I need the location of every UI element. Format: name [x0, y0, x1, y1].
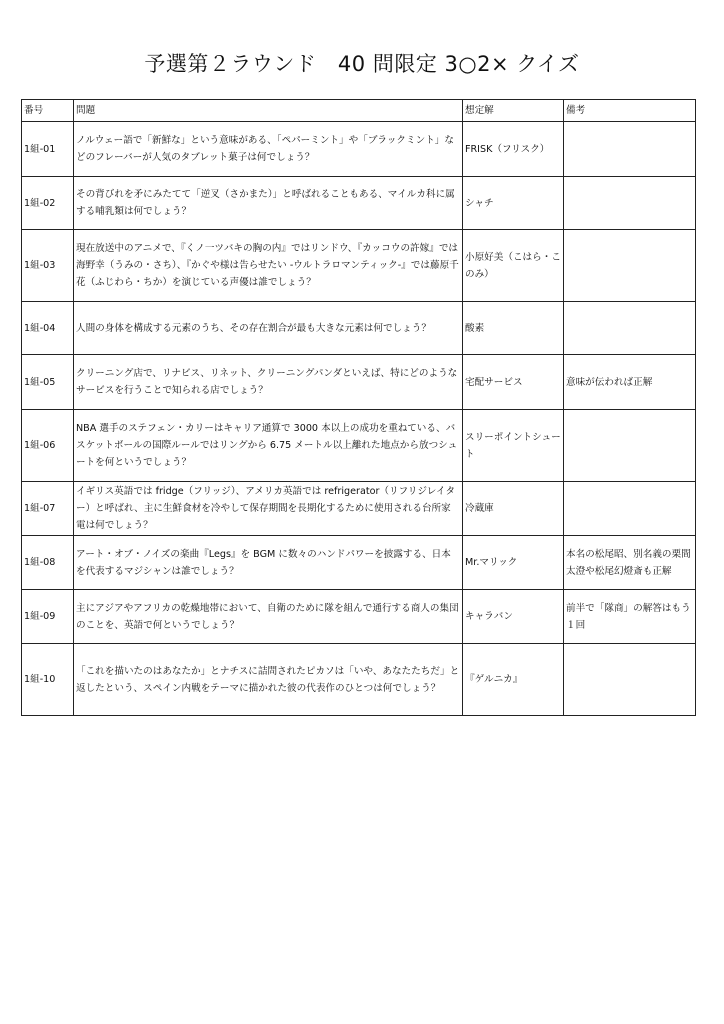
question-number: 1組-07 — [22, 482, 74, 536]
table-row — [22, 122, 696, 177]
question-number: 1組-05 — [22, 355, 74, 410]
note: 本名の松尾昭、別名義の栗間太澄や松尾幻燈斎も正解 — [564, 536, 696, 590]
question-number: 1組-10 — [22, 644, 74, 716]
expected-answer: FRISK（フリスク） — [463, 122, 564, 177]
question-text: イギリス英語では fridge（フリッジ）、アメリカ英語では refrigerator（リフリジレイター）と呼ばれ、主に生鮮食材を冷やして保存期間を長期化するために使用される台所家電は何でしょう？ — [74, 482, 463, 536]
table-row — [22, 230, 696, 302]
note — [564, 302, 696, 355]
question-number: 1組-08 — [22, 536, 74, 590]
page-title: 予選第２ラウンド 40 問限定 3○2× クイズ — [144, 52, 580, 76]
note — [564, 122, 696, 177]
question-text: その背びれを矛にみたてて「逆叉（さかまた）」と呼ばれることもある、マイルカ科に属する哺乳類は何でしょう？ — [74, 177, 463, 230]
question-number: 1組-02 — [22, 177, 74, 230]
note — [564, 482, 696, 536]
question-text: ノルウェー語で「新鮮な」という意味がある、「ペパーミント」や「ブラックミント」などのフレーバーが人気のタブレット菓子は何でしょう？ — [74, 122, 463, 177]
question-text: クリーニング店で、リナビス、リネット、クリーニングパンダといえば、特にどのようなサービスを行うことで知られる店でしょう？ — [74, 355, 463, 410]
question-text: 現在放送中のアニメで、『くノ一ツバキの胸の内』ではリンドウ、『カッコウの許嫁』では海野幸（うみの・さち）、『かぐや様は告らせたい -ウルトラロマンティック-』では藤原千花（ふじわら・ちか）を演じている声優は誰でしょう？ — [74, 230, 463, 302]
question-number: 1組-03 — [22, 230, 74, 302]
table-row — [22, 302, 696, 355]
expected-answer: スリーポイントシュート — [463, 410, 564, 482]
table-row — [22, 644, 696, 716]
question-number: 1組-01 — [22, 122, 74, 177]
table-row — [22, 177, 696, 230]
expected-answer: Mr.マリック — [463, 536, 564, 590]
table-row — [22, 355, 696, 410]
note — [564, 230, 696, 302]
table-row — [22, 590, 696, 644]
header-number: 番号 — [22, 100, 74, 122]
note — [564, 410, 696, 482]
note: 意味が伝われば正解 — [564, 355, 696, 410]
header-note: 備考 — [564, 100, 696, 122]
note: 前半で「隊商」の解答はもう１回 — [564, 590, 696, 644]
table-header-row — [22, 100, 696, 122]
note — [564, 177, 696, 230]
question-text: 主にアジアやアフリカの乾燥地帯において、自衛のために隊を組んで通行する商人の集団のことを、英語で何というでしょう？ — [74, 590, 463, 644]
header-question: 問題 — [74, 100, 463, 122]
note — [564, 644, 696, 716]
header-answer: 想定解 — [463, 100, 564, 122]
question-number: 1組-09 — [22, 590, 74, 644]
expected-answer: 冷蔵庫 — [463, 482, 564, 536]
expected-answer: シャチ — [463, 177, 564, 230]
question-number: 1組-04 — [22, 302, 74, 355]
question-text: 「これを描いたのはあなたか」とナチスに詰問されたピカソは「いや、あなたたちだ」と返したという、スペイン内戦をテーマに描かれた彼の代表作のひとつは何でしょう？ — [74, 644, 463, 716]
table-row — [22, 536, 696, 590]
quiz-table — [21, 99, 696, 716]
expected-answer: 酸素 — [463, 302, 564, 355]
expected-answer: 小原好美（こはら・このみ） — [463, 230, 564, 302]
question-number: 1組-06 — [22, 410, 74, 482]
expected-answer: キャラバン — [463, 590, 564, 644]
question-text: NBA 選手のステフェン・カリーはキャリア通算で 3000 本以上の成功を重ねている、バスケットボールの国際ルールではリングから 6.75 メートル以上離れた地点から放つシュートを何というでしょう？ — [74, 410, 463, 482]
table-row — [22, 482, 696, 536]
question-text: アート・オブ・ノイズの楽曲『Legs』を BGM に数々のハンドパワーを披露する、日本を代表するマジシャンは誰でしょう？ — [74, 536, 463, 590]
expected-answer: 宅配サービス — [463, 355, 564, 410]
expected-answer: 『ゲルニカ』 — [463, 644, 564, 716]
question-text: 人間の身体を構成する元素のうち、その存在割合が最も大きな元素は何でしょう？ — [74, 302, 463, 355]
table-row — [22, 410, 696, 482]
